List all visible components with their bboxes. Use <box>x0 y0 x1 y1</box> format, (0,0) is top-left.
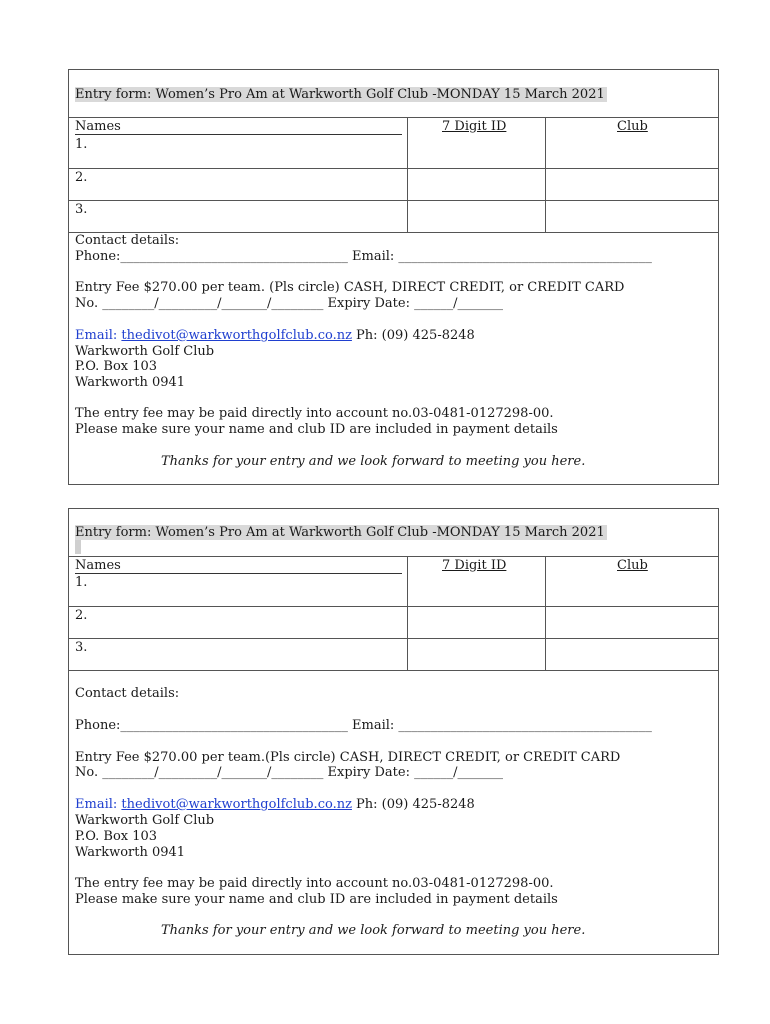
column-divider <box>407 556 408 670</box>
thanks-note: Thanks for your entry and we look forward to meeting you here. <box>161 454 586 469</box>
column-divider <box>545 117 546 232</box>
names-underline <box>75 134 402 135</box>
entry-form-1 <box>68 69 719 485</box>
contact-label: Contact details: <box>75 686 180 701</box>
divider <box>69 117 718 118</box>
email-link[interactable]: thedivot@warkworthgolfclub.co.nz <box>121 797 352 812</box>
column-divider <box>407 117 408 232</box>
column-divider <box>545 556 546 670</box>
row-divider <box>69 606 718 607</box>
row-2-label: 2. <box>75 608 88 623</box>
payment-line-2: Please make sure your name and club ID are included in payment details <box>75 422 558 437</box>
row-3-label: 3. <box>75 640 88 655</box>
row-divider <box>69 200 718 201</box>
form-title: Entry form: Women’s Pro Am at Warkworth Golf Club -MONDAY 15 March 2021 <box>75 87 605 102</box>
payment-line-1: The entry fee may be paid directly into account no.03-0481-0127298-00. <box>75 876 554 891</box>
payment-line-1: The entry fee may be paid directly into account no.03-0481-0127298-00. <box>75 406 554 421</box>
email-row <box>75 797 475 813</box>
email-link[interactable]: thedivot@warkworthgolfclub.co.nz <box>121 328 352 343</box>
row-2-label: 2. <box>75 170 88 185</box>
row-divider <box>69 638 718 639</box>
id-header: 7 Digit ID <box>442 558 507 573</box>
card-line[interactable]: No. ________/_________/_______/________ Expiry Date: ______/_______ <box>75 296 503 311</box>
address-line-1: Warkworth Golf Club <box>75 344 215 359</box>
fee-line: Entry Fee $270.00 per team. (Pls circle) CASH, DIRECT CREDIT, or CREDIT CARD <box>75 280 625 295</box>
club-header: Club <box>617 558 648 573</box>
club-header: Club <box>617 119 648 134</box>
form-title: Entry form: Women’s Pro Am at Warkworth Golf Club -MONDAY 15 March 2021 <box>75 525 605 540</box>
email-label: Email: <box>75 797 118 812</box>
address-line-3: Warkworth 0941 <box>75 845 186 860</box>
contact-label: Contact details: <box>75 233 180 248</box>
names-header: Names <box>75 119 121 134</box>
highlight-mark <box>75 540 81 554</box>
row-1-label: 1. <box>75 137 88 152</box>
phone-number: Ph: (09) 425-8248 <box>351 328 475 343</box>
row-1-label: 1. <box>75 575 88 590</box>
entry-form-2 <box>68 508 719 955</box>
phone-number: Ph: (09) 425-8248 <box>351 797 475 812</box>
row-divider <box>69 168 718 169</box>
address-line-2: P.O. Box 103 <box>75 829 158 844</box>
row-divider <box>69 670 718 671</box>
phone-email-line[interactable]: Phone:___________________________________ Email: _______________________________________ <box>75 718 652 733</box>
thanks-note: Thanks for your entry and we look forward to meeting you here. <box>161 923 586 938</box>
divider <box>69 556 718 557</box>
names-header: Names <box>75 558 121 573</box>
card-line[interactable]: No. ________/_________/_______/________ Expiry Date: ______/_______ <box>75 765 503 780</box>
payment-line-2: Please make sure your name and club ID are included in payment details <box>75 892 558 907</box>
row-3-label: 3. <box>75 202 88 217</box>
address-line-1: Warkworth Golf Club <box>75 813 215 828</box>
email-label: Email: <box>75 328 118 343</box>
address-line-3: Warkworth 0941 <box>75 375 186 390</box>
phone-email-line[interactable]: Phone:___________________________________ Email: _______________________________________ <box>75 249 652 264</box>
email-row <box>75 328 475 344</box>
address-line-2: P.O. Box 103 <box>75 359 158 374</box>
id-header: 7 Digit ID <box>442 119 507 134</box>
fee-line: Entry Fee $270.00 per team.(Pls circle) CASH, DIRECT CREDIT, or CREDIT CARD <box>75 750 621 765</box>
names-underline <box>75 573 402 574</box>
